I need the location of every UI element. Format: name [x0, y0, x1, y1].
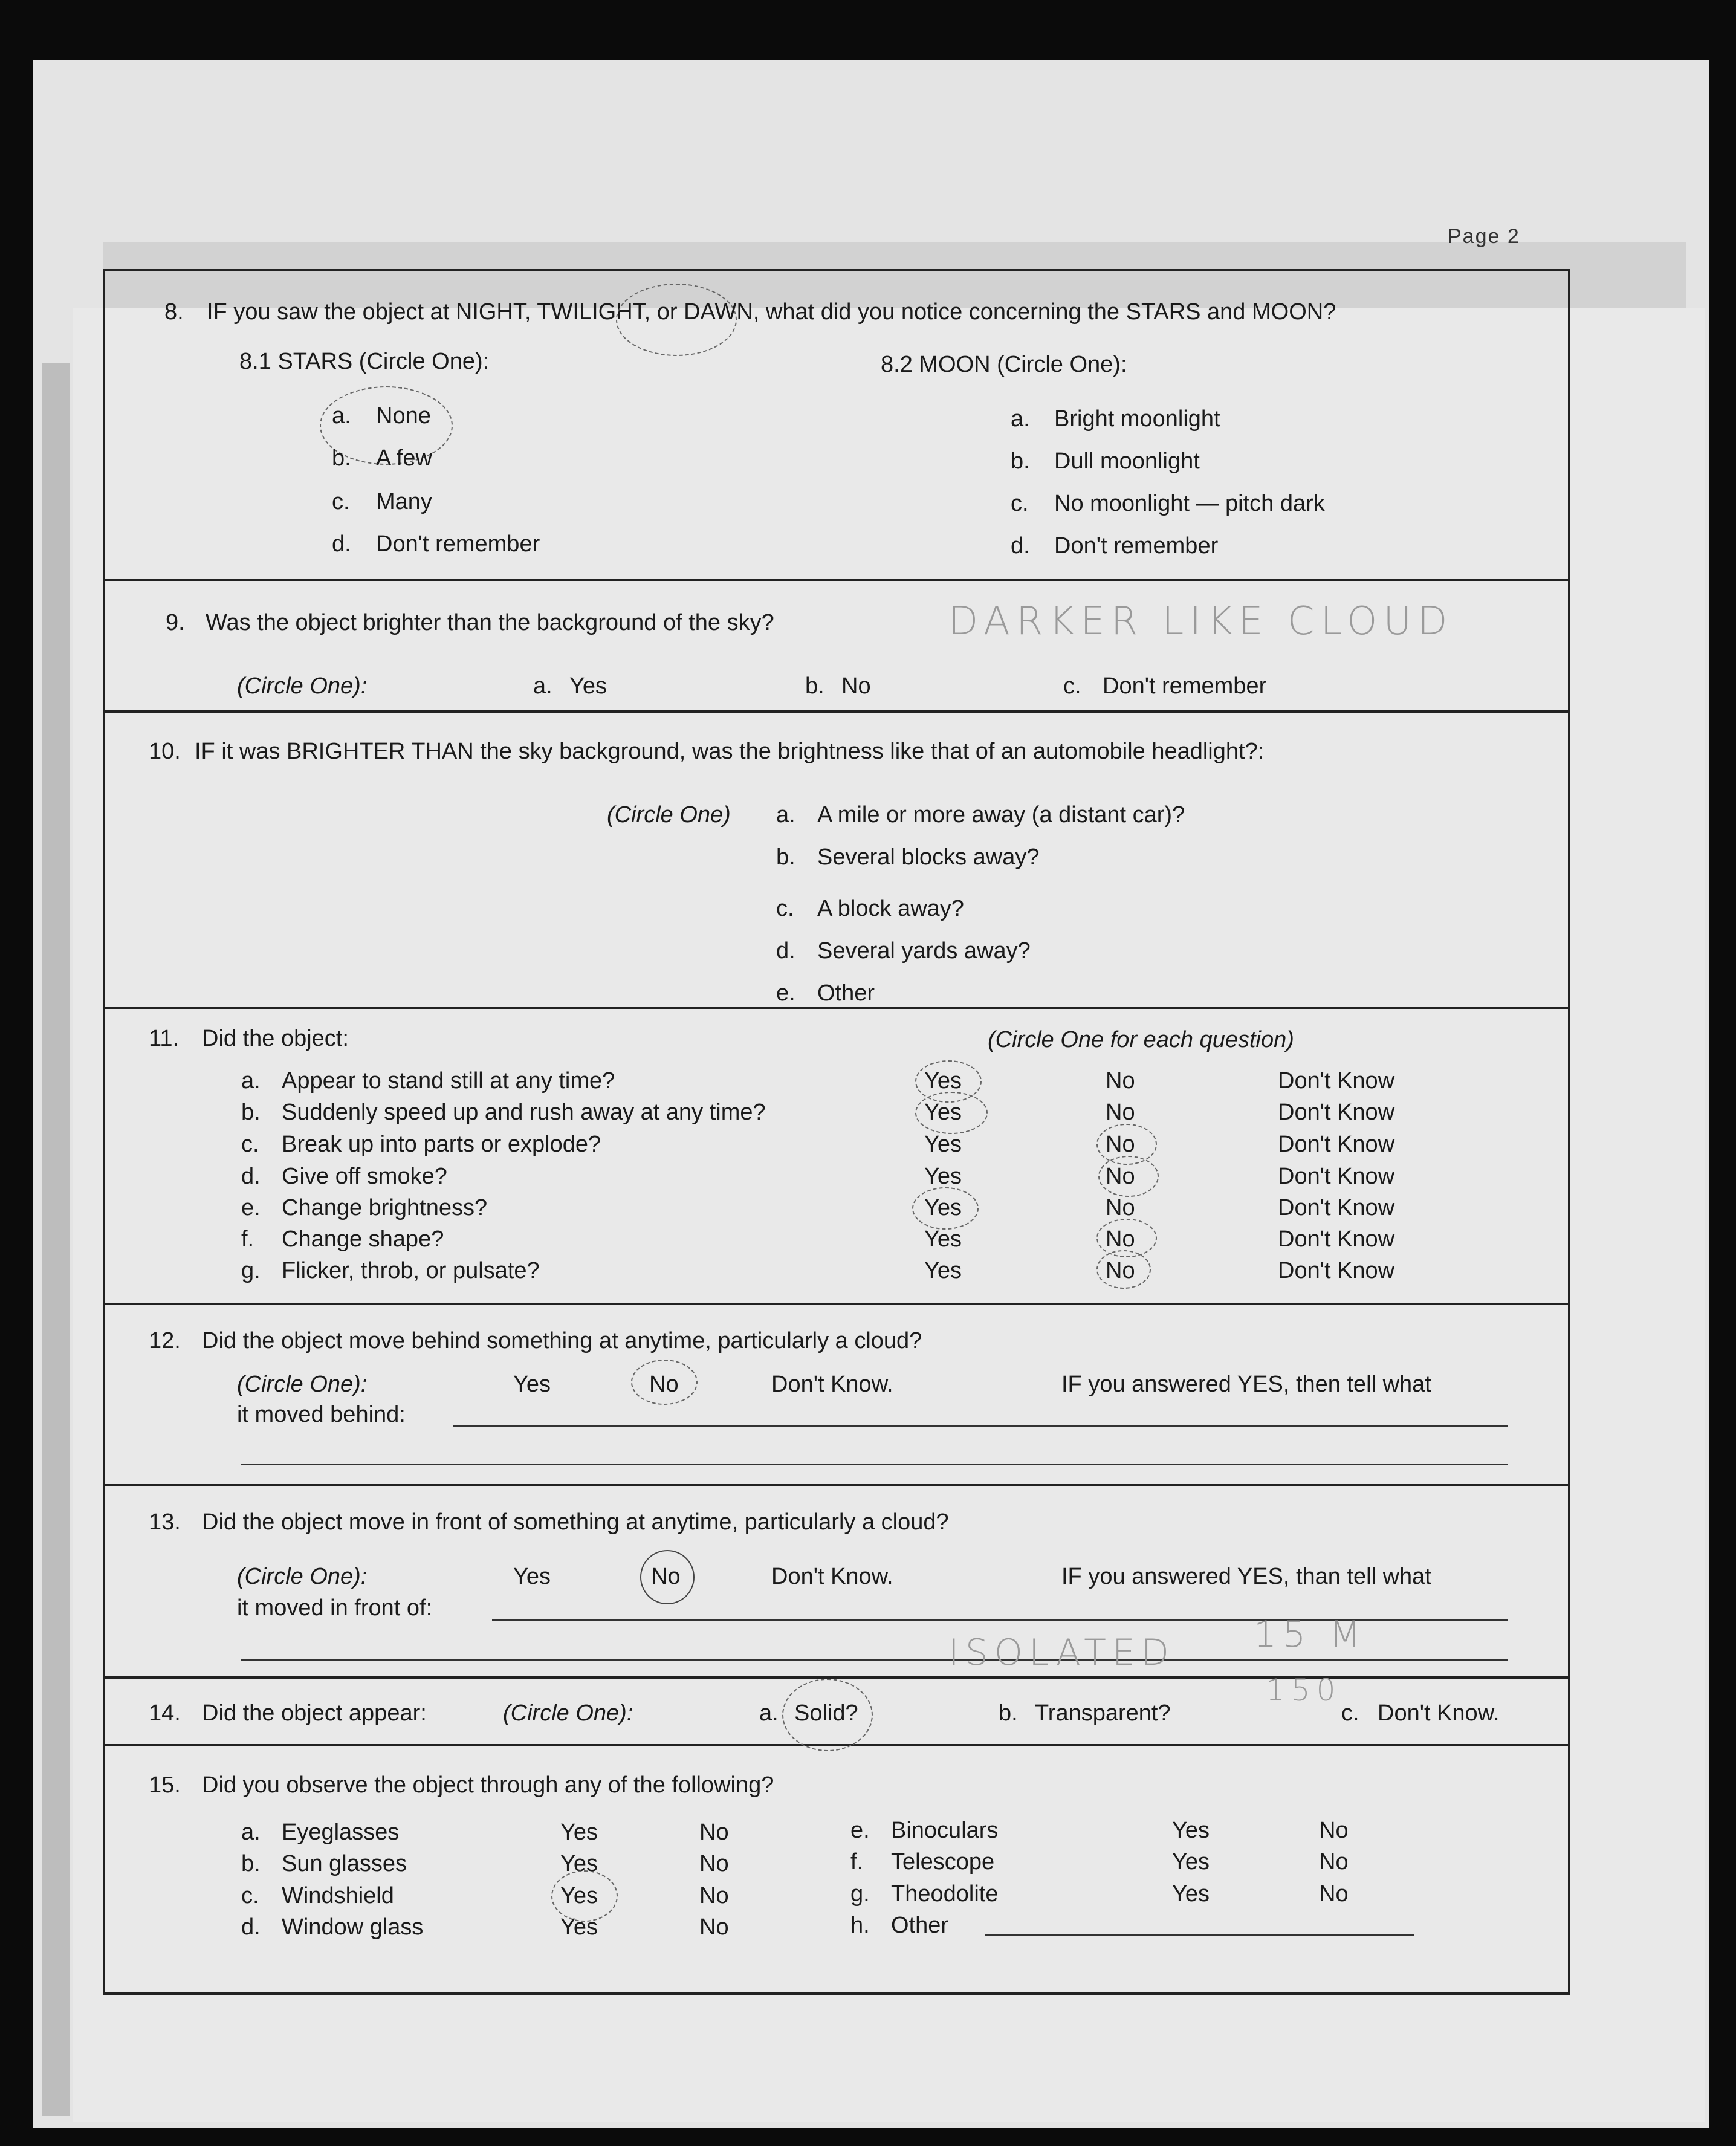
q13-yes[interactable]: Yes	[513, 1564, 551, 1589]
q10-b-label[interactable]: Several blocks away?	[817, 844, 1040, 870]
q15-g-label: Theodolite	[891, 1881, 999, 1907]
q11-circle-label: (Circle One for each question)	[988, 1027, 1294, 1052]
q12-text: Did the object move behind something at anytime, particularly a cloud?	[202, 1328, 922, 1353]
q11-b-label: Suddenly speed up and rush away at any time?	[282, 1100, 766, 1125]
q11-e-label: Change brightness?	[282, 1195, 488, 1220]
handwritten-note-darker-like-cloud: DARKER LIKE CLOUD	[948, 599, 1454, 644]
q15-a-key: a.	[241, 1820, 261, 1845]
question-8	[105, 271, 1568, 581]
q11-f-no[interactable]: No	[1106, 1227, 1135, 1252]
q15-text: Did you observe the object through any of the following?	[202, 1772, 774, 1798]
q11-a-dontknow[interactable]: Don't Know	[1278, 1068, 1395, 1094]
q11-b-no[interactable]: No	[1106, 1100, 1135, 1125]
q8-text: IF you saw the object at NIGHT, TWILIGHT, or DAWN, what did you notice concerning the STARS and MOON?	[207, 299, 1336, 325]
q15-c-label: Windshield	[282, 1883, 394, 1908]
circle-mark-twilight	[616, 284, 737, 356]
q10-e-label[interactable]: Other	[817, 981, 875, 1006]
q15-a-label: Eyeglasses	[282, 1820, 400, 1845]
q10-a-key[interactable]: a.	[776, 802, 795, 828]
q15-other-input-line[interactable]	[985, 1934, 1414, 1936]
q10-b-key[interactable]: b.	[776, 844, 795, 870]
q11-a-label: Appear to stand still at any time?	[282, 1068, 615, 1094]
q15-d-key: d.	[241, 1914, 261, 1940]
handwritten-note-isolated: ISOLATED	[948, 1632, 1175, 1674]
q15-f-yes[interactable]: Yes	[1172, 1849, 1210, 1875]
q15-c-yes[interactable]: Yes	[560, 1883, 598, 1908]
q11-b-key: b.	[241, 1100, 261, 1125]
q10-number: 10.	[149, 739, 181, 764]
page-number: Page 2	[1448, 225, 1520, 248]
q9-a-label[interactable]: Yes	[569, 673, 607, 699]
q11-g-key: g.	[241, 1258, 261, 1283]
q15-a-no[interactable]: No	[699, 1820, 729, 1845]
q15-b-label: Sun glasses	[282, 1851, 407, 1876]
q15-e-no[interactable]: No	[1319, 1818, 1349, 1843]
q12-number: 12.	[149, 1328, 181, 1353]
q15-g-no[interactable]: No	[1319, 1881, 1349, 1907]
q15-c-no[interactable]: No	[699, 1883, 729, 1908]
q10-a-label[interactable]: A mile or more away (a distant car)?	[817, 802, 1185, 828]
q11-g-dontknow[interactable]: Don't Know	[1278, 1258, 1395, 1283]
q11-f-label: Change shape?	[282, 1227, 444, 1252]
q15-d-label: Window glass	[282, 1914, 424, 1940]
q15-b-yes[interactable]: Yes	[560, 1851, 598, 1876]
q12-no[interactable]: No	[649, 1372, 679, 1397]
q11-d-yes[interactable]: Yes	[924, 1164, 962, 1189]
q13-no[interactable]: No	[651, 1564, 681, 1589]
q11-a-yes[interactable]: Yes	[924, 1068, 962, 1094]
q15-h-key: h.	[850, 1913, 870, 1938]
q11-a-key: a.	[241, 1068, 261, 1094]
question-12	[105, 1305, 1568, 1486]
q15-c-key: c.	[241, 1883, 259, 1908]
q14-circle-label: (Circle One):	[503, 1700, 633, 1726]
q14-c-key[interactable]: c.	[1341, 1700, 1359, 1726]
q8-stars-a-key[interactable]: a.	[332, 403, 351, 429]
q11-f-key: f.	[241, 1227, 254, 1252]
q15-number: 15.	[149, 1772, 181, 1798]
q8-moon-d-label[interactable]: Don't remember	[1054, 533, 1219, 559]
q10-text: IF it was BRIGHTER THAN the sky background, was the brightness like that of an automobile headlight?:	[195, 739, 1265, 764]
q11-g-no[interactable]: No	[1106, 1258, 1135, 1283]
q11-e-dontknow[interactable]: Don't Know	[1278, 1195, 1395, 1220]
q11-number: 11.	[149, 1026, 180, 1051]
q10-d-key[interactable]: d.	[776, 938, 795, 964]
q15-g-key: g.	[850, 1881, 870, 1907]
q12-yes[interactable]: Yes	[513, 1372, 551, 1397]
q11-e-no[interactable]: No	[1106, 1195, 1135, 1220]
q11-d-dontknow[interactable]: Don't Know	[1278, 1164, 1395, 1189]
circle-mark-solid	[782, 1679, 873, 1751]
q13-followup: IF you answered YES, than tell what	[1061, 1564, 1431, 1589]
questionnaire-form	[103, 269, 1570, 1995]
q8-stars-c-key[interactable]: c.	[332, 489, 350, 514]
q14-a-label[interactable]: Solid?	[794, 1700, 858, 1726]
q15-e-label: Binoculars	[891, 1818, 999, 1843]
q11-b-yes[interactable]: Yes	[924, 1100, 962, 1125]
q11-b-dontknow[interactable]: Don't Know	[1278, 1100, 1395, 1125]
circle-mark	[912, 1187, 979, 1230]
q10-c-label[interactable]: A block away?	[817, 896, 964, 921]
q8-stars-heading: 8.1 STARS (Circle One):	[239, 349, 490, 374]
q12-followup: IF you answered YES, then tell what	[1061, 1372, 1431, 1397]
question-10	[105, 713, 1568, 1009]
question-9	[105, 581, 1568, 713]
q12-answer-line-1[interactable]	[453, 1425, 1508, 1427]
q11-e-key: e.	[241, 1195, 261, 1220]
q14-b-key[interactable]: b.	[999, 1700, 1018, 1726]
q14-b-label[interactable]: Transparent?	[1035, 1700, 1171, 1726]
q12-circle-label: (Circle One):	[237, 1372, 368, 1397]
circle-mark	[631, 1360, 698, 1405]
q8-stars-c-label[interactable]: Many	[376, 489, 432, 514]
q8-moon-b-key[interactable]: b.	[1011, 449, 1030, 474]
q11-a-no[interactable]: No	[1106, 1068, 1135, 1094]
q12-answer-line-2[interactable]	[241, 1464, 1508, 1465]
q15-d-no[interactable]: No	[699, 1914, 729, 1940]
q8-stars-b-label[interactable]: A few	[376, 446, 432, 471]
q8-number: 8.	[164, 299, 184, 325]
q11-d-key: d.	[241, 1164, 261, 1189]
q10-circle-label: (Circle One)	[607, 802, 731, 828]
q8-moon-c-key[interactable]: c.	[1011, 491, 1029, 516]
q9-b-key[interactable]: b.	[805, 673, 824, 699]
q8-moon-a-label[interactable]: Bright moonlight	[1054, 406, 1220, 432]
q8-moon-b-label[interactable]: Dull moonlight	[1054, 449, 1200, 474]
q12-dontknow[interactable]: Don't Know.	[771, 1372, 893, 1397]
page-edge-shadow	[42, 363, 70, 2116]
q15-f-key: f.	[850, 1849, 864, 1875]
circle-mark	[915, 1092, 988, 1134]
q15-e-key: e.	[850, 1818, 870, 1843]
q15-f-label: Telescope	[891, 1849, 995, 1875]
handwritten-note-150: 150	[1266, 1673, 1342, 1708]
q8-moon-d-key[interactable]: d.	[1011, 533, 1030, 559]
q15-b-no[interactable]: No	[699, 1851, 729, 1876]
q8-stars-b-key[interactable]: b.	[332, 446, 351, 471]
q9-c-key[interactable]: c.	[1063, 673, 1081, 699]
q11-c-key: c.	[241, 1132, 259, 1157]
q13-number: 13.	[149, 1509, 181, 1535]
q9-circle-label: (Circle One):	[237, 673, 368, 699]
q11-c-yes[interactable]: Yes	[924, 1132, 962, 1157]
q10-d-label[interactable]: Several yards away?	[817, 938, 1031, 964]
q14-a-key[interactable]: a.	[759, 1700, 779, 1726]
q15-a-yes[interactable]: Yes	[560, 1820, 598, 1845]
q11-d-no[interactable]: No	[1106, 1164, 1135, 1189]
q13-dontknow[interactable]: Don't Know.	[771, 1564, 893, 1589]
q11-text: Did the object:	[202, 1026, 349, 1051]
q8-stars-d-key[interactable]: d.	[332, 531, 351, 557]
handwritten-note-15m: 15 M	[1254, 1613, 1367, 1656]
circle-mark	[640, 1550, 695, 1604]
q15-b-key: b.	[241, 1851, 261, 1876]
q11-g-yes[interactable]: Yes	[924, 1258, 962, 1283]
q9-text: Was the object brighter than the background of the sky?	[206, 610, 774, 635]
q14-text: Did the object appear:	[202, 1700, 427, 1726]
question-14	[105, 1673, 1568, 1746]
q11-c-no[interactable]: No	[1106, 1132, 1135, 1157]
q8-moon-heading: 8.2 MOON (Circle One):	[881, 352, 1127, 377]
q15-f-no[interactable]: No	[1319, 1849, 1349, 1875]
q13-answer-line-2[interactable]	[241, 1659, 1508, 1661]
q11-e-yes[interactable]: Yes	[924, 1195, 962, 1220]
q15-d-yes[interactable]: Yes	[560, 1914, 598, 1940]
q11-f-dontknow[interactable]: Don't Know	[1278, 1227, 1395, 1252]
q9-a-key[interactable]: a.	[533, 673, 552, 699]
q8-stars-d-label[interactable]: Don't remember	[376, 531, 540, 557]
q11-f-yes[interactable]: Yes	[924, 1227, 962, 1252]
question-11	[105, 1009, 1568, 1305]
q15-h-label: Other	[891, 1913, 949, 1938]
q11-g-label: Flicker, throb, or pulsate?	[282, 1258, 540, 1283]
q8-moon-c-label[interactable]: No moonlight — pitch dark	[1054, 491, 1325, 516]
q9-c-label[interactable]: Don't remember	[1103, 673, 1267, 699]
q13-circle-label: (Circle One):	[237, 1564, 368, 1589]
q9-number: 9.	[166, 610, 185, 635]
circle-mark	[1098, 1156, 1159, 1197]
q13-followup2: it moved in front of:	[237, 1595, 433, 1621]
q15-g-yes[interactable]: Yes	[1172, 1881, 1210, 1907]
question-15	[105, 1746, 1568, 1994]
q11-c-dontknow[interactable]: Don't Know	[1278, 1132, 1395, 1157]
q11-d-label: Give off smoke?	[282, 1164, 447, 1189]
q12-followup2: it moved behind:	[237, 1402, 406, 1427]
q14-c-label[interactable]: Don't Know.	[1378, 1700, 1500, 1726]
circle-mark	[1096, 1250, 1151, 1289]
q8-stars-a-label[interactable]: None	[376, 403, 431, 429]
q11-c-label: Break up into parts or explode?	[282, 1132, 601, 1157]
q10-e-key[interactable]: e.	[776, 981, 795, 1006]
q14-number: 14.	[149, 1700, 181, 1726]
question-13	[105, 1486, 1568, 1679]
q9-b-label[interactable]: No	[841, 673, 871, 699]
q10-c-key[interactable]: c.	[776, 896, 794, 921]
q15-e-yes[interactable]: Yes	[1172, 1818, 1210, 1843]
q8-moon-a-key[interactable]: a.	[1011, 406, 1030, 432]
q13-text: Did the object move in front of something at anytime, particularly a cloud?	[202, 1509, 949, 1535]
